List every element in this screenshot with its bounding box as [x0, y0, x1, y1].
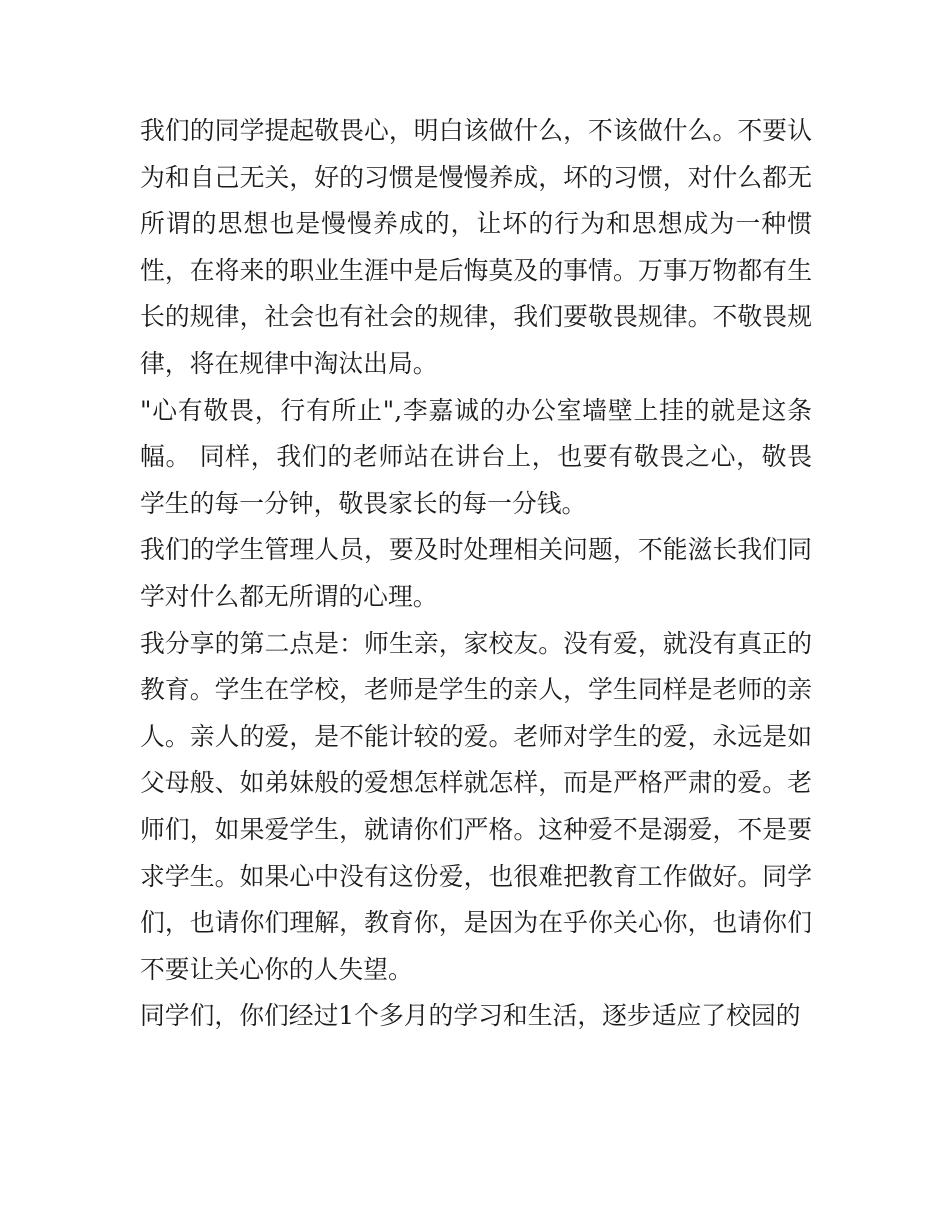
- paragraph-campus-life: 同学们，你们经过1个多月的学习和生活，逐步适应了校园的: [140, 1001, 801, 1031]
- document-body: [140, 108, 812, 1040]
- paragraph-li-ka-shing-quote: "心有敬畏，行有所止",李嘉诚的办公室墙壁上挂的就是这条幅。 同样，我们的老师站在讲台上，也要有敬畏之心，敬畏学生的每一分钟，敬畏家长的每一分钱。: [140, 395, 812, 518]
- paragraph-awe-of-rules: 我们的同学提起敬畏心，明白该做什么，不该做什么。不要认为和自己无关，好的习惯是慢慢养成，坏的习惯，对什么都无所谓的思想也是慢慢养成的，让坏的行为和思想成为一种惯性，在将来的职业生涯中是后悔莫及的事情。万事万物都有生长的规律，社会也有社会的规律，我们要敬畏规律。不敬畏规律，将在规律中淘汰出局。: [140, 116, 812, 378]
- paragraph-student-management: 我们的学生管理人员，要及时处理相关问题，不能滋长我们同学对什么都无所谓的心理。: [140, 535, 812, 611]
- paragraph-teacher-student-love: 我分享的第二点是：师生亲，家校友。没有爱，就没有真正的教育。学生在学校，老师是学生的亲人，学生同样是老师的亲人。亲人的爱，是不能计较的爱。老师对学生的爱，永远是如父母般、如弟妹般的爱想怎样就怎样，而是严格严肃的爱。老师们，如果爱学生，就请你们严格。这种爱不是溺爱，不是要求学生。如果心中没有这份爱，也很难把教育工作做好。同学们，也请你们理解，教育你，是因为在乎你关心你，也请你们不要让关心你的人失望。: [140, 628, 812, 984]
